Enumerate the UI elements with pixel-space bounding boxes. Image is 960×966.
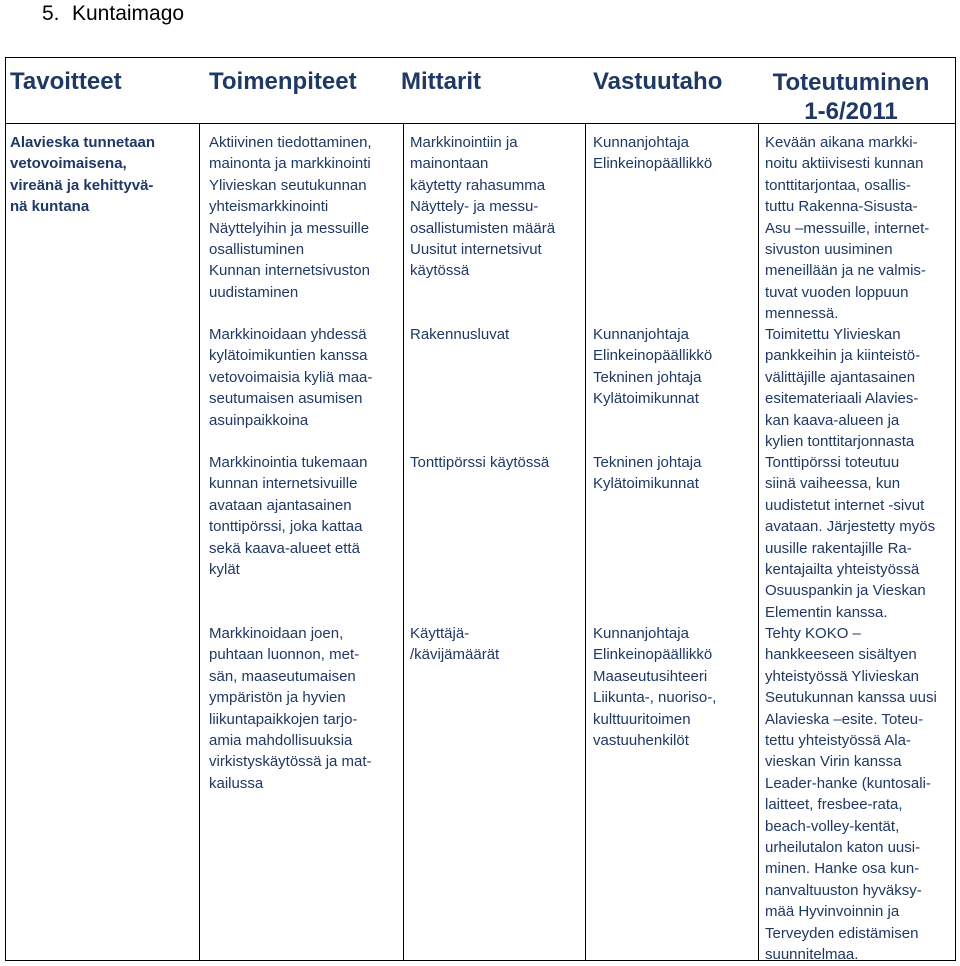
toimenpide-cell: Markkinoidaan yhdessä kylätoimikuntien kanssa vetovoimaisia kyliä maa- seutumaisen asumisen asuinpaikkoina [209,326,373,429]
goal-cell: Alavieska tunnetaan vetovoimaisena, vireänä ja kehittyvä- nä kuntana [10,134,156,216]
header-tavoitteet: Tavoitteet [10,68,122,95]
header-mittarit: Mittarit [401,68,481,95]
column-divider [758,123,759,960]
toimenpide-cell: Markkinointia tukemaan kunnan internetsivuille avataan ajantasainen tonttipörssi, joka kattaa sekä kaava-alueet että kylät [209,454,368,579]
section-number: 5. [42,2,60,25]
mittari-cell: Rakennusluvat [410,326,510,343]
column-divider [585,123,586,960]
section-title [42,2,184,26]
column-divider [199,123,200,960]
header-toimenpiteet: Toimenpiteet [209,68,357,95]
vastuutaho-cell: Tekninen johtaja Kylätoimikunnat [593,454,702,493]
toteutuminen-cell: Kevään aikana markki- noitu aktiivisesti kunnan tonttitarjontaa, osallis- tuttu Rakenna-Sisusta- Asu –messuille, internet- sivuston uusiminen meneillään ja ne valmis- tuvat vuoden loppuun mennessä. [765,134,930,323]
column-divider [403,123,404,960]
header-vastuutaho: Vastuutaho [593,68,723,95]
toimenpide-cell: Markkinoidaan joen, puhtaan luonnon, met- sän, maaseutumaisen ympäristön ja hyvien liikuntapaikkojen tarjo- amia mahdollisuuksia virkistyskäytössä ja mat- kailussa [209,625,372,792]
vastuutaho-cell: Kunnanjohtaja Elinkeinopäällikkö [593,134,713,173]
vastuutaho-cell: Kunnanjohtaja Elinkeinopäällikkö Maaseutusihteeri Liikunta-, nuoriso-, kulttuuritoimen vastuuhenkilöt [593,625,717,750]
plan-table [5,57,956,964]
mittari-cell: Markkinointiin ja mainontaan käytetty rahasumma Näyttely- ja messu- osallistumisten määrä Uusitut internetsivut käytössä [410,134,556,280]
mittari-cell: Käyttäjä- /kävijämäärät [410,625,500,664]
toteutuminen-cell: Toimitettu Ylivieskan pankkeihin ja kiinteistö- välittäjille ajantasainen esitemateriaali Alavies- kan kaava-alueen ja kylien tonttitarjonnasta [765,326,921,451]
vastuutaho-cell: Kunnanjohtaja Elinkeinopäällikkö Tekninen johtaja Kylätoimikunnat [593,326,713,408]
mittari-cell: Tonttipörssi käytössä [410,454,550,471]
toimenpide-cell: Aktiivinen tiedottaminen, mainonta ja markkinointi Ylivieskan seutukunnan yhteismarkkinointi Näyttelyihin ja messuille osallistuminen Kunnan internetsivuston uudistaminen [209,134,372,301]
section-heading: Kuntaimago [72,2,185,25]
toteutuminen-cell: Tehty KOKO – hankkeeseen sisältyen yhteistyössä Ylivieskan Seutukunnan kanssa uusi Alavieska –esite. Toteu- tettu yhteistyössä Ala- vieskan Virin kanssa Leader-hanke (kuntosali- laitteet, fresbee-rata, beach-volley-kentät, urheilutalon katon uusi- minen. Hanke osa kun- nanvaltuuston hyväksy- mää Hyvinvoinnin ja Terveyden edistämisen suunnitelmaa. [765,625,937,964]
toteutuminen-cell: Tonttipörssi toteutuu siinä vaiheessa, kun uudistetut internet -sivut avataan. Järjestetty myös uusille rakentajille Ra- kentajailta yhteistyössä Osuuspankin ja Vieskan Elementin kanssa. [765,454,936,621]
header-toteutuminen: Toteutuminen 1-6/2011 [772,69,930,125]
